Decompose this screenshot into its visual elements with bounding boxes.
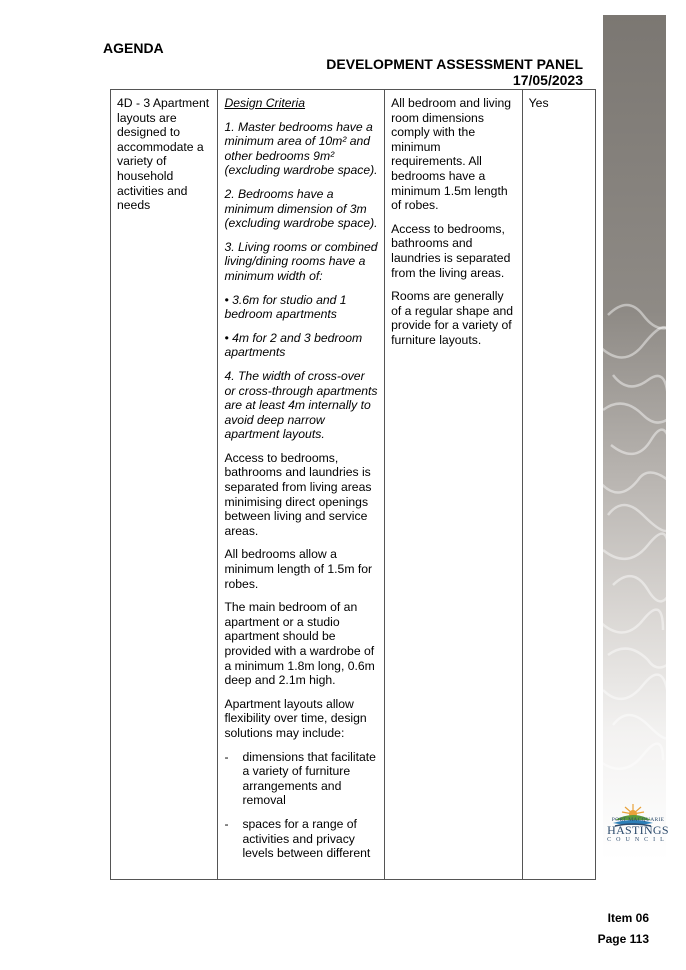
compliance-value: Yes [528, 96, 549, 110]
item-number: Item 06 [607, 911, 649, 925]
meeting-date: 17/05/2023 [512, 72, 583, 88]
dash-item-text: spaces for a range of activities and privacy levels between different [242, 816, 371, 861]
guidance-item: Apartment layouts allow flexibility over time, design solutions may include: [224, 696, 367, 740]
criteria-bullet: • 4m for 2 and 3 bedroom apartments [224, 330, 363, 360]
logo-line-2: HASTINGS [607, 823, 669, 837]
logo-line-1: PORT MACQUARIE [611, 817, 665, 823]
agenda-heading: AGENDA [103, 40, 164, 56]
objective-cell [111, 90, 218, 880]
criteria-item: 3. Living rooms or combined living/dining rooms have a minimum width of: [224, 239, 378, 283]
guidance-item: All bedrooms allow a minimum length of 1.5m for robes. [224, 547, 373, 591]
compliance-cell [522, 90, 595, 880]
comment-text: Rooms are generally of a regular shape and provide for a variety of furniture layouts. [391, 289, 514, 347]
dash-list-item [224, 750, 378, 808]
comment-text: Access to bedrooms, bathrooms and laundries is separated from the living areas. [391, 221, 511, 280]
criteria-cell [218, 90, 385, 880]
comments-cell [385, 90, 523, 880]
dash-item-text: dimensions that facilitate a variety of furniture arrangements and removal [242, 749, 376, 808]
decorative-sidebar [603, 15, 666, 860]
criteria-bullet: • 3.6m for studio and 1 bedroom apartments [224, 292, 347, 322]
design-criteria-heading: Design Criteria [224, 96, 306, 110]
table-row [111, 90, 596, 880]
comment-text: All bedroom and living room dimensions comply with the minimum requirements. All bedrooms have a minimum 1.5m length of robes. [391, 96, 512, 213]
criteria-item: 2. Bedrooms have a minimum dimension of 3m (excluding wardrobe space). [224, 186, 378, 231]
dash-list-item [224, 817, 378, 861]
dash-marker: - [224, 816, 229, 831]
criteria-item: 4. The width of cross-over or cross-through apartments are at least 4m internally to avoid deep narrow apartment layouts. [224, 368, 378, 442]
objective-text: 4D - 3 Apartment layouts are designed to accommodate a variety of household activities and needs [117, 96, 210, 213]
guidance-item: The main bedroom of an apartment or a studio apartment should be provided with a wardrobe of a minimum 1.8m long, 0.6m deep and 2.1m high. [224, 600, 375, 688]
panel-title: DEVELOPMENT ASSESSMENT PANEL [326, 56, 583, 72]
guidance-item: Access to bedrooms, bathrooms and laundries is separated from living areas minimising direct openings between living and service areas. [224, 450, 372, 538]
logo-line-3: COUNCIL [607, 837, 669, 843]
page-number: Page 113 [597, 932, 649, 946]
assessment-table [110, 89, 596, 880]
dash-marker: - [224, 749, 229, 764]
criteria-item: 1. Master bedrooms have a minimum area of 10m² and other bedrooms 9m² (excluding wardrobe space). [224, 119, 378, 178]
swirl-pattern-graphic [603, 15, 666, 860]
